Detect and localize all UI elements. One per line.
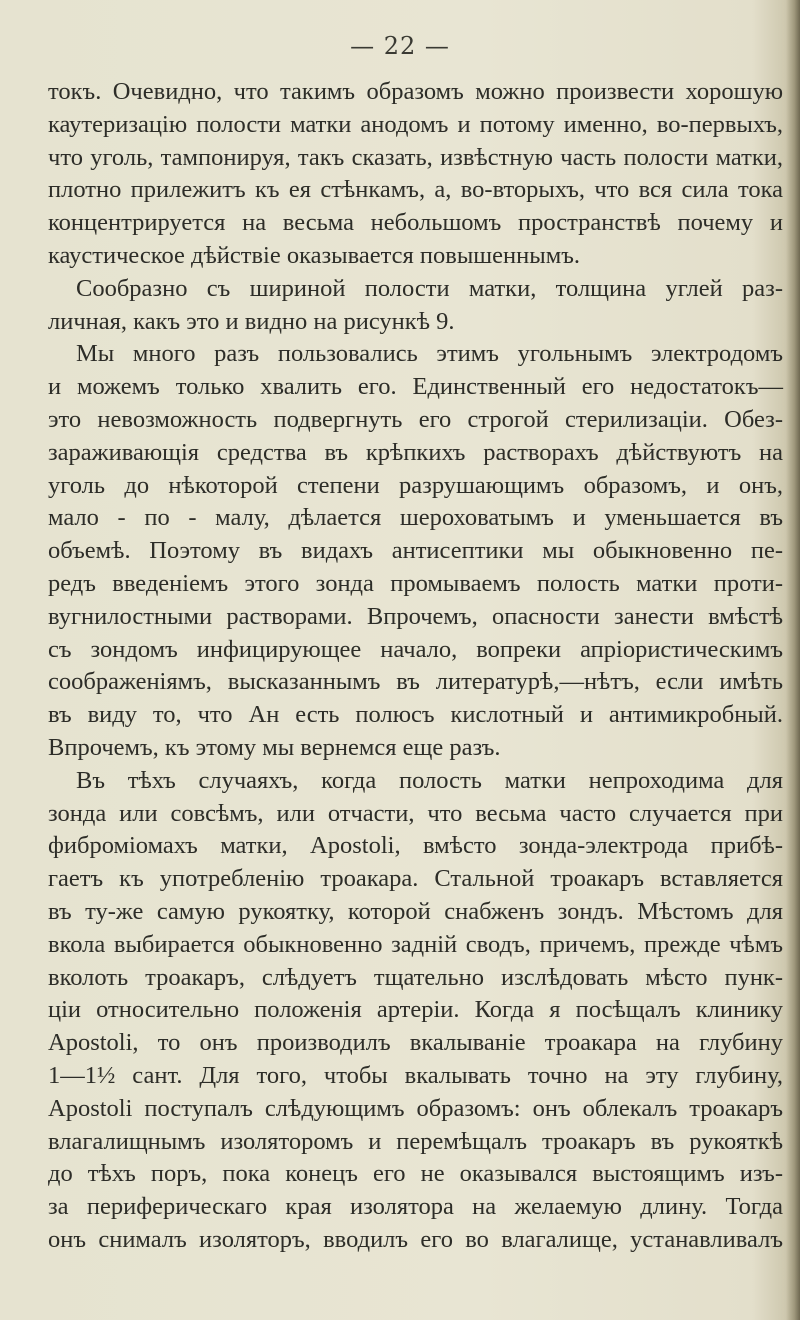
text-line: токъ. Очевидно, что такимъ образомъ можно произвести хорошую [48, 78, 783, 105]
text-line: Apostoli поступалъ слѣдующимъ образомъ: онъ облекалъ троакаръ [48, 1094, 783, 1122]
text-line: редъ введеніемъ этого зонда промываемъ полость матки проти- [48, 569, 783, 597]
text-line: объемѣ. Поэтому въ видахъ антисептики мы обыкновенно пе- [48, 537, 783, 565]
text-line: гаетъ къ употребленію троакара. Стальной троакаръ вставляется [48, 865, 783, 893]
text-line: Apostoli, то онъ производилъ вкалываніе троакара на глубину [48, 1029, 783, 1057]
text-line: мало - по - малу, дѣлается шероховатымъ и уменьшается въ [48, 504, 783, 532]
text-line: уголь до нѣкоторой степени разрушающимъ образомъ, и онъ, [48, 471, 783, 499]
text-line: онъ снималъ изоляторъ, вводилъ его во влагалище, устанавливалъ [48, 1225, 783, 1253]
text-line: и можемъ только хвалить его. Единственный его недостатокъ— [48, 373, 783, 401]
text-line: это невозможность подвергнуть его строгой стерилизаціи. Обез- [48, 405, 783, 433]
text-line: зараживающія средства въ крѣпкихъ растворахъ дѣйствуютъ на [48, 438, 783, 466]
text-line: зонда или совсѣмъ, или отчасти, что весьма часто случается при [48, 799, 783, 827]
text-line: въ ту-же самую рукоятку, которой снабженъ зондъ. Мѣстомъ для [48, 897, 783, 925]
text-line: вколоть троакаръ, слѣдуетъ тщательно изслѣдовать мѣсто пунк- [48, 963, 783, 991]
page-number: — 22 — [350, 32, 450, 60]
text-line: Сообразно съ шириной полости матки, толщина углей раз- [76, 274, 783, 302]
body-text [48, 76, 783, 1257]
text-line: вкола выбирается обыкновенно задній сводъ, причемъ, прежде чѣмъ [48, 930, 783, 958]
page-edge-shadow [786, 0, 800, 1320]
text-line: личная, какъ это и видно на рисункѣ 9. [48, 307, 455, 335]
text-line: Впрочемъ, къ этому мы вернемся еще разъ. [48, 733, 501, 761]
text-line: Въ тѣхъ случаяхъ, когда полость матки непроходима для [76, 766, 783, 794]
text-line: за периферическаго края изолятора на желаемую длину. Тогда [48, 1193, 783, 1221]
text-line: каустическое дѣйствіе оказывается повышеннымъ. [48, 241, 581, 269]
text-line: вугнилостными растворами. Впрочемъ, опасности занести вмѣстѣ [48, 602, 783, 630]
text-line: соображеніямъ, высказаннымъ въ литературѣ,—нѣтъ, если имѣть [48, 668, 783, 696]
text-line: фиброміомахъ матки, Apostoli, вмѣсто зонда-электрода прибѣ- [48, 832, 783, 860]
text-line: въ виду то, что Ан есть полюсъ кислотный и антимикробный. [48, 701, 783, 729]
text-line: что уголь, тампонируя, такъ сказать, извѣстную часть полости матки, [48, 143, 783, 171]
text-line: влагалищнымъ изоляторомъ и перемѣщалъ троакаръ въ рукояткѣ [48, 1127, 783, 1155]
text-line: 1—1½ сант. Для того, чтобы вкалывать точно на эту глубину, [48, 1061, 783, 1089]
text-line: съ зондомъ инфицирующее начало, вопреки апріористическимъ [48, 635, 783, 663]
text-line: Мы много разъ пользовались этимъ угольнымъ электродомъ [76, 340, 783, 368]
text-line: до тѣхъ поръ, пока конецъ его не оказывался выстоящимъ изъ- [48, 1160, 783, 1188]
text-line: концентрируется на весьма небольшомъ пространствѣ почему и [48, 209, 783, 237]
text-line: плотно прилежитъ къ ея стѣнкамъ, а, во-вторыхъ, что вся сила тока [48, 176, 783, 204]
text-line: каутеризацію полости матки анодомъ и потому именно, во-первыхъ, [48, 110, 783, 138]
text-line: ціи относительно положенія артеріи. Когда я посѣщалъ клинику [48, 996, 783, 1024]
